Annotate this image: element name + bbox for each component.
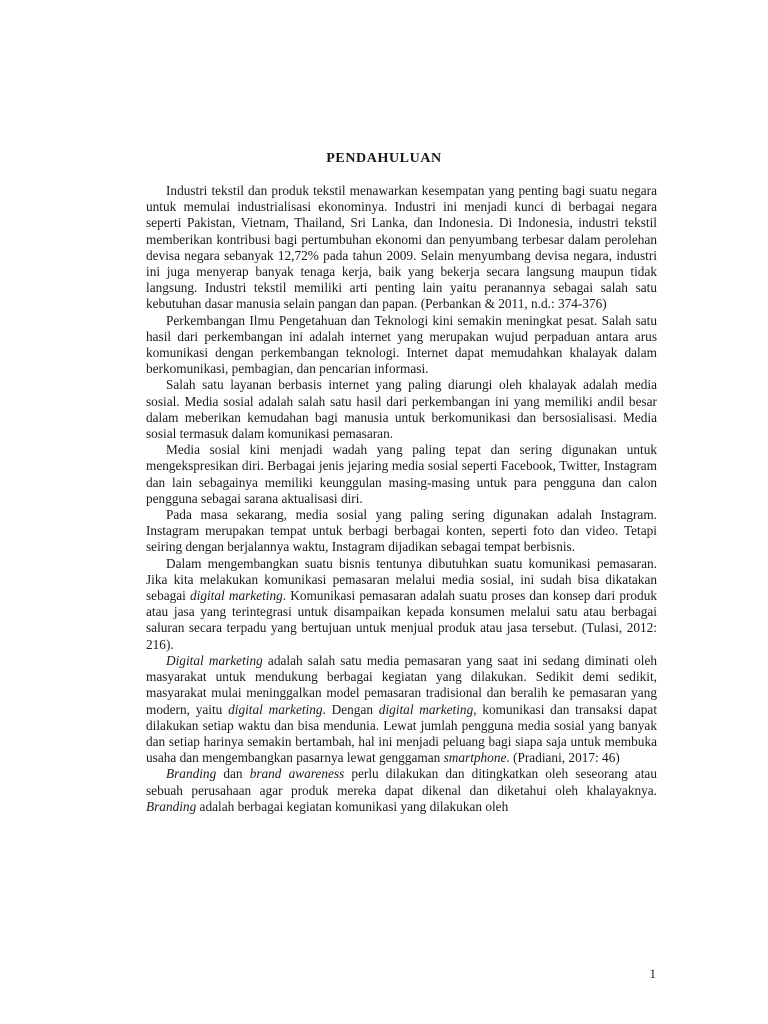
italic-term: Digital marketing [166, 652, 263, 668]
text-run: Media sosial kini menjadi wadah yang paling tepat dan sering digunakan untuk mengekspresikan diri. Berbagai jenis jejaring media sosial seperti Facebook, Twitter, Instagram dan lain sebagainya memiliki keunggulan masing-masing untuk para pengguna dan calon pengguna sebagai sarana aktualisasi diri. [146, 442, 657, 506]
text-run: Salah satu layanan berbasis internet yang paling diarungi oleh khalayak adalah media sosial. Media sosial adalah salah satu hasil dari perkembangan ini yang memiliki andil besar dalam meberikan kemudahan bagi manusia untuk berkomunikasi dan bersosialisasi. Media sosial termasuk dalam komunikasi pemasaran. [146, 377, 657, 442]
text-run: adalah berbagai kegiatan komunikasi yang dilakukan oleh [196, 798, 509, 814]
body-paragraph [146, 442, 657, 507]
body-paragraph [146, 313, 657, 378]
italic-term: brand awareness [249, 766, 345, 782]
italic-term: smartphone [443, 750, 507, 766]
italic-term: Branding [146, 798, 197, 814]
body-paragraph [146, 183, 657, 313]
text-run: . (Pradiani, 2017: 46) [506, 750, 620, 766]
text-run: perlu dilakukan dan ditingkatkan oleh seseorang atau sebuah perusahaan agar produk mereka dapat dikenal dan diketahui oleh khalayaknya. [146, 766, 657, 798]
text-run: dan [216, 766, 250, 782]
italic-term: digital marketing [190, 588, 283, 604]
text-run: adalah salah satu media pemasaran yang saat ini sedang diminati oleh masyarakat untuk mendukung berbagai kegiatan yang dilakukan. Sedikit demi sedikit, masyarakat mulai meninggalkan model pemasaran tradisional dan beralih ke pemasaran yang modern, yaitu [146, 652, 657, 717]
body-paragraph [146, 766, 657, 815]
body-paragraph [146, 556, 657, 653]
page-number: 1 [649, 966, 656, 981]
text-run: Industri tekstil dan produk tekstil menawarkan kesempatan yang penting bagi suatu negara untuk memulai industrialisasi ekonominya. Industri ini menjadi kunci di berbagai negara seperti Pakistan, Vietnam, Thailand, Sri Lanka, dan Indonesia. Di Indonesia, industri tekstil memberikan kontribusi bagi pertumbuhan ekonomi dan penyumbang terbesar dalam perolehan devisa negara sebanyak 12,72% pada tahun 2009. Selain menyumbang devisa negara, industri ini juga menyerap banyak tenaga kerja, baik yang bekerja secara langsung maupun tidak langsung. Industri tekstil memiliki arti penting lain yaitu peranannya sebagai salah satu kebutuhan dasar manusia selain pangan dan papan. (Perbankan & 2011, n.d.: 374-376) [146, 183, 657, 312]
text-run: . Komunikasi pemasaran adalah suatu proses dan konsep dari produk atau jasa yang terintegrasi untuk disampaikan kepada konsumen melalui satu atau berbagai saluran secara terpadu yang bertujuan untuk menjual produk atau jasa tersebut. (Tulasi, 2012: 216). [146, 588, 657, 652]
text-run: Dalam mengembangkan suatu bisnis tentunya dibutuhkan suatu komunikasi pemasaran. Jika kita melakukan komunikasi pemasaran melalui media sosial, ini sudah bisa dikatakan sebagai [146, 555, 657, 604]
body-paragraph [146, 377, 657, 442]
italic-term: Branding [166, 766, 217, 782]
text-run: Perkembangan Ilmu Pengetahuan dan Teknologi kini semakin meningkat pesat. Salah satu hasil dari perkembangan ini adalah internet yang merupakan wujud perpaduan antara arus komunikasi dengan perkembangan teknologi. Internet dapat memudahkan khalayak dalam berkomunikasi, pembagian, dan pencarian informasi. [146, 312, 657, 377]
body-paragraph [146, 653, 657, 766]
document-body [146, 183, 657, 815]
italic-term: digital marketing [378, 701, 474, 717]
text-run: , komunikasi dan transaksi dapat dilakukan setiap waktu dan bisa mendunia. Lewat jumlah pengguna media sosial yang banyak dan setiap harinya semakin bertambah, hal ini menjadi peluang bagi siapa saja untuk membuka usaha dan mengembangkan pasarnya lewat genggaman [146, 701, 658, 766]
italic-term: digital marketing [228, 701, 323, 717]
text-run: Pada masa sekarang, media sosial yang paling sering digunakan adalah Instagram. Instagram merupakan tempat untuk berbagi berbagai konten, seperti foto dan video. Tetapi seiring dengan berjalannya waktu, Instagram dijadikan sebagai tempat berbisnis. [146, 507, 657, 555]
text-run: . Dengan [322, 701, 379, 717]
page-title: PENDAHULUAN [326, 151, 442, 166]
body-paragraph [146, 507, 657, 556]
